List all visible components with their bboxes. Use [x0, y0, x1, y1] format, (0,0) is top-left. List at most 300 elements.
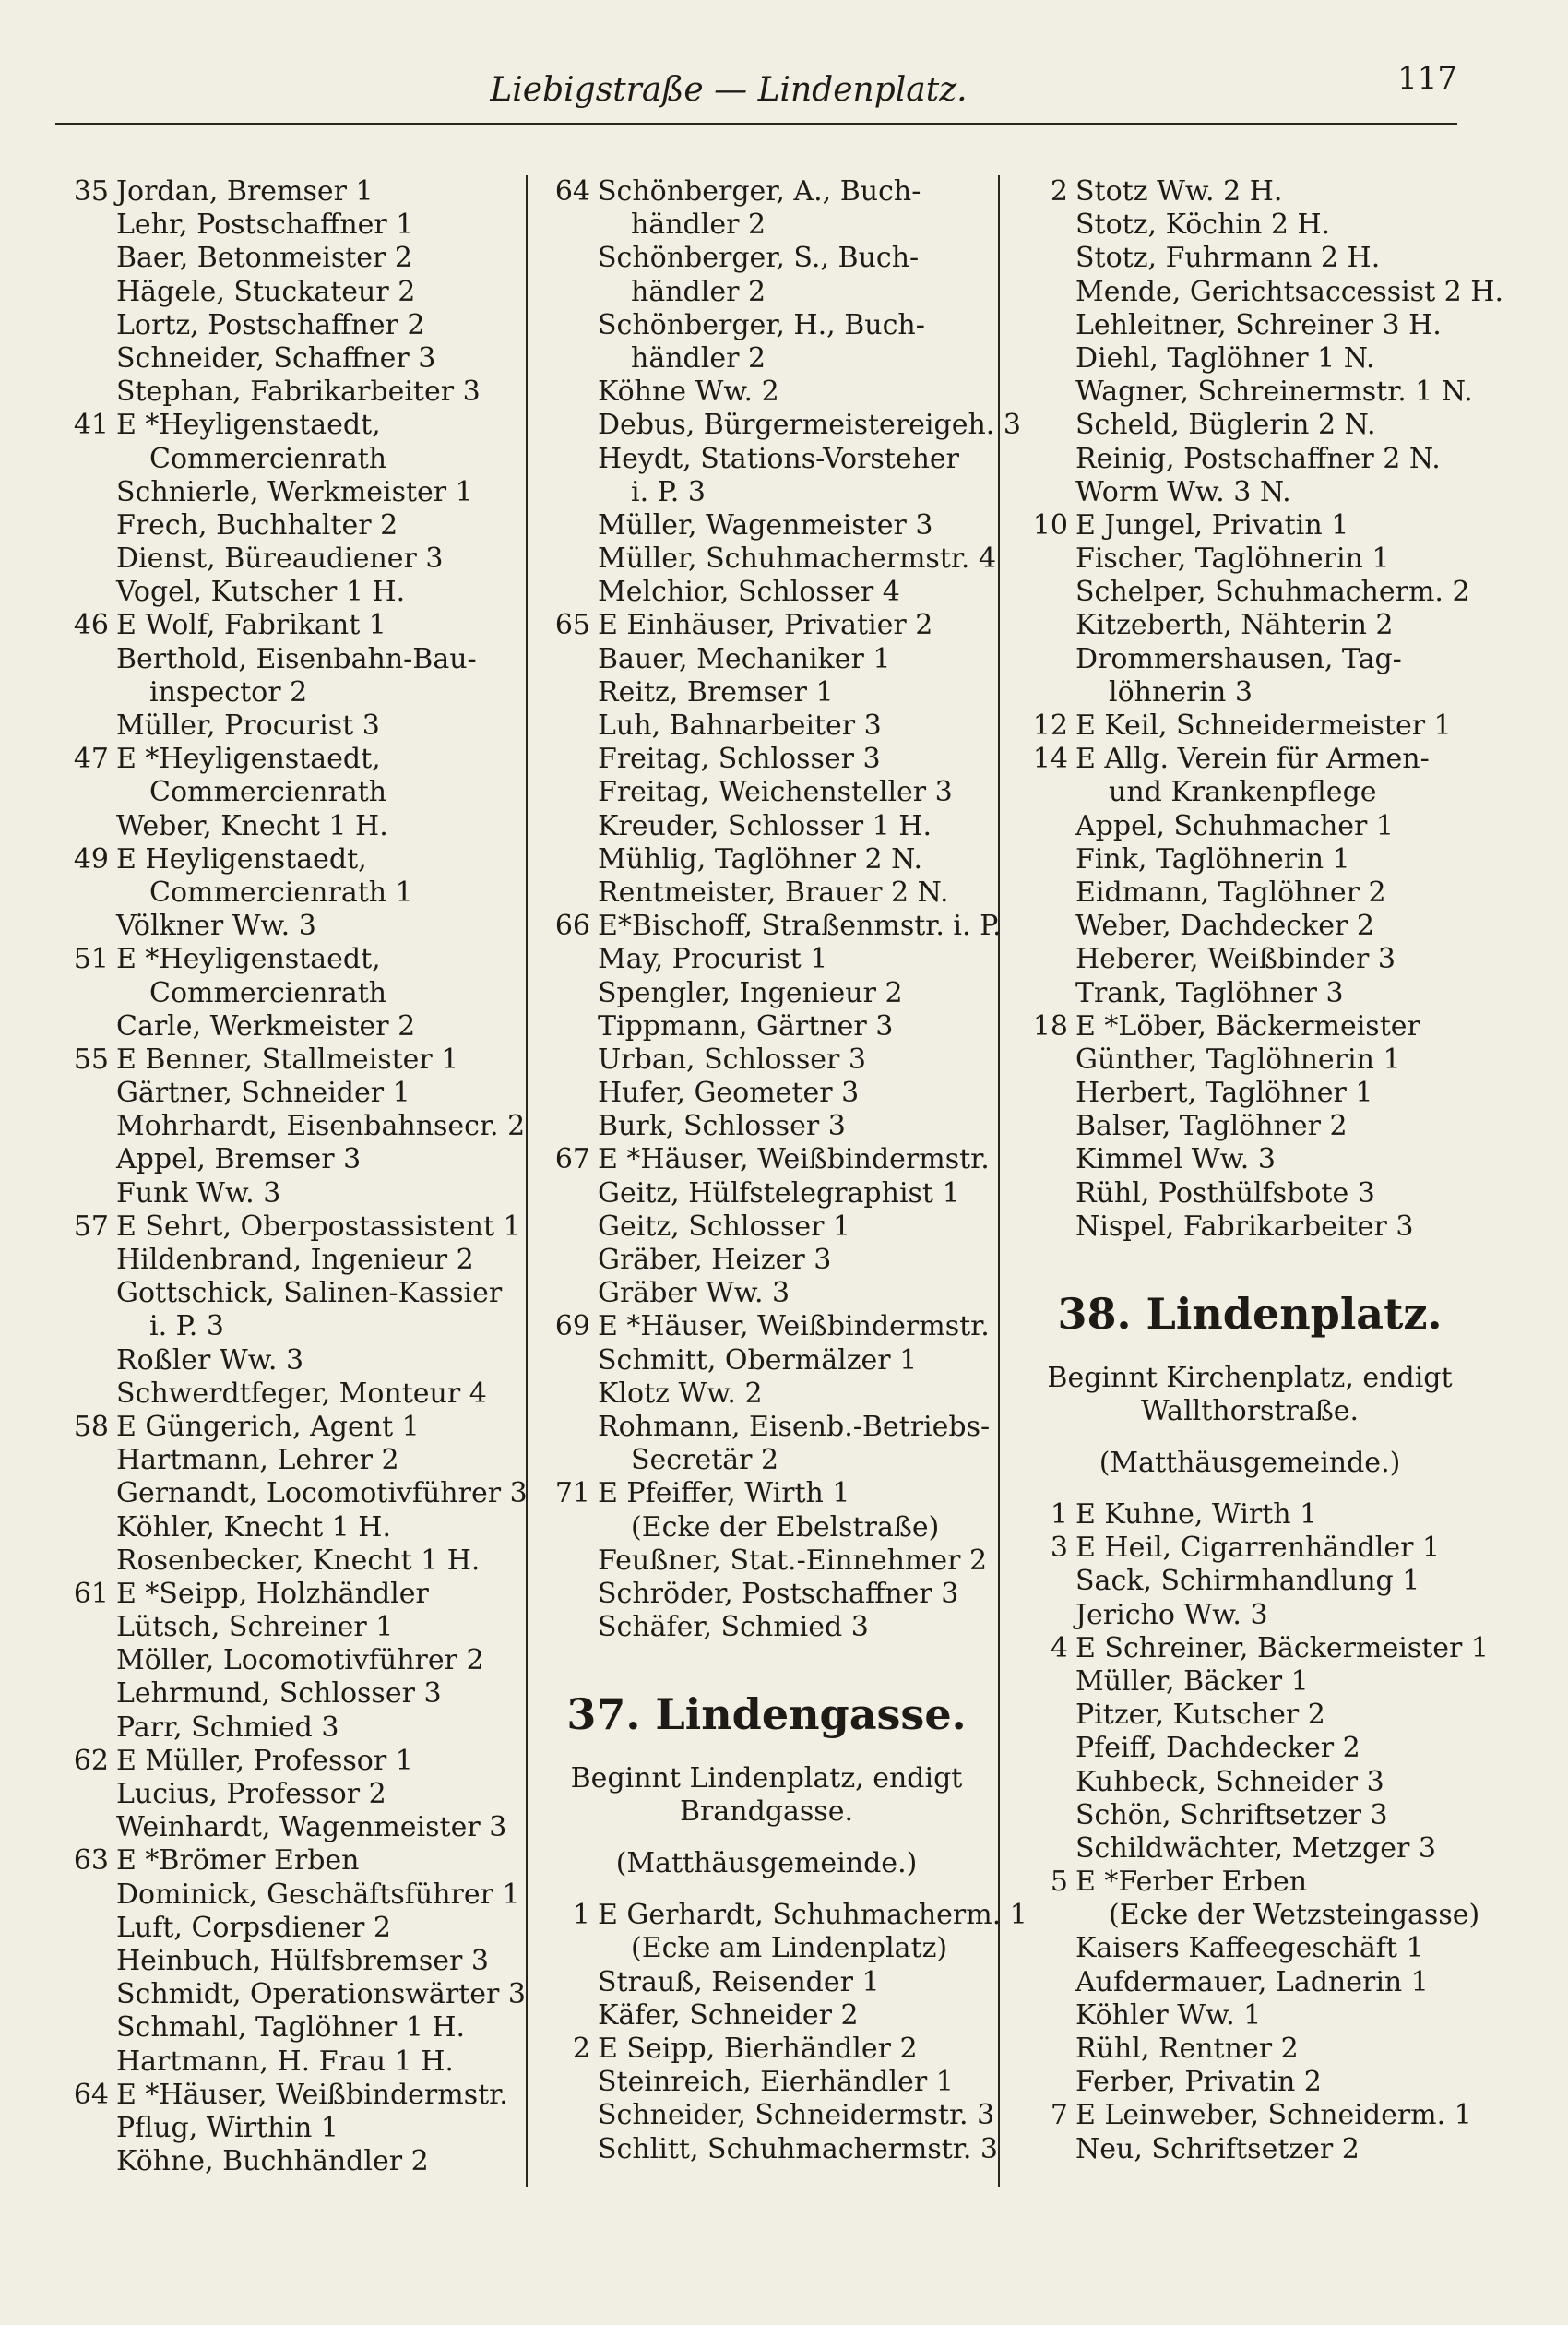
directory-entry: [537, 810, 996, 843]
entry-text: Weber, Dachdecker 2: [1075, 910, 1374, 943]
directory-entry: [55, 342, 521, 376]
entry-text: (Ecke der Wetzsteingasse): [1109, 1899, 1480, 1932]
directory-entry: [537, 1544, 996, 1578]
entry-text: E Heil, Cigarrenhändler 1: [1075, 1532, 1441, 1565]
entry-text: Stotz Ww. 2 H.: [1075, 175, 1283, 208]
house-number: 3: [1050, 1532, 1068, 1565]
entry-text: E *Heyligenstaedt,: [116, 409, 381, 442]
house-number: 1: [572, 1899, 590, 1932]
directory-entry: [55, 1177, 521, 1210]
entry-text: Diehl, Taglöhner 1 N.: [1075, 341, 1375, 375]
directory-entry: [537, 409, 1021, 442]
directory-entry: [537, 2033, 996, 2066]
entry-text: Lortz, Postschaffner 2: [116, 308, 425, 341]
house-number: 61: [73, 1577, 109, 1610]
entry-text: E Leinweber, Schneiderm. 1: [1075, 2099, 1472, 2132]
entry-text: Pflug, Wirthin 1: [116, 2111, 339, 2144]
directory-entry: [55, 1878, 521, 1912]
directory-entry: [1015, 1043, 1485, 1077]
entry-text: E Benner, Stallmeister 1: [116, 1043, 459, 1076]
entry-text: Weinhardt, Wagenmeister 3: [116, 1811, 507, 1844]
directory-entry: [55, 1377, 521, 1411]
directory-entry: [537, 1210, 996, 1244]
entry-text: Roßler Ww. 3: [116, 1343, 304, 1377]
section-subtitle: Beginnt Lindenplatz, endigt: [570, 1762, 963, 1795]
directory-entry: [537, 242, 996, 275]
column-divider: [998, 175, 1000, 2187]
entry-text: Freitag, Schlosser 3: [598, 743, 881, 776]
entry-text: Feußner, Stat.-Einnehmer 2: [598, 1544, 988, 1577]
house-number: 66: [554, 910, 590, 943]
entry-text: Secretär 2: [631, 1444, 779, 1477]
entry-text: Reitz, Bremser 1: [598, 675, 834, 709]
entry-text: Schneider, Schneidermstr. 3: [598, 2099, 995, 2132]
directory-entry: [55, 843, 521, 876]
entry-text: Klotz Ww. 2: [598, 1377, 763, 1410]
house-number: 67: [554, 1143, 590, 1176]
entry-text: Gräber Ww. 3: [598, 1277, 790, 1310]
entry-text: Rohmann, Eisenb.-Betriebs-: [598, 1410, 991, 1443]
section-subtitle: Brandgasse.: [680, 1795, 853, 1829]
entry-text: Schmidt, Operationswärter 3: [116, 1978, 526, 2011]
directory-entry: [55, 1511, 521, 1544]
column-divider: [526, 175, 528, 2187]
directory-entry: [537, 576, 996, 609]
house-number: 46: [73, 609, 109, 642]
directory-entry: [537, 1932, 996, 1965]
house-number: 2: [572, 2033, 590, 2065]
entry-text: E Müller, Professor 1: [116, 1744, 413, 1777]
directory-entry: [537, 376, 996, 409]
entry-text: Kreuder, Schlosser 1 H.: [598, 809, 932, 842]
directory-entry: [1015, 709, 1485, 743]
directory-entry: [55, 2112, 521, 2145]
directory-entry: [55, 175, 521, 209]
directory-entry: [537, 2099, 996, 2132]
directory-entry: [55, 1912, 521, 1945]
directory-entry: [1015, 1010, 1485, 1043]
directory-entry: [1015, 542, 1485, 576]
directory-entry: [537, 175, 996, 209]
entry-text: Pfeiff, Dachdecker 2: [1075, 1732, 1360, 1765]
directory-entry: [55, 1978, 526, 2011]
directory-entry: [1015, 1799, 1485, 1832]
directory-entry: [55, 1544, 521, 1578]
directory-entry: [537, 1411, 996, 1444]
entry-text: Fischer, Taglöhnerin 1: [1075, 542, 1390, 576]
entry-text: Schnierle, Werkmeister 1: [116, 475, 473, 508]
directory-entry: [1015, 2099, 1485, 2132]
entry-text: Schröder, Postschaffner 3: [598, 1577, 959, 1610]
entry-text: Scheld, Büglerin 2 N.: [1075, 409, 1376, 442]
directory-entry: [537, 2132, 999, 2166]
entry-text: E Allg. Verein für Armen-: [1075, 743, 1430, 776]
directory-entry: [1015, 1565, 1485, 1598]
section-heading-lindenplatz: 38. Lindenplatz.: [1057, 1289, 1443, 1339]
entry-text: Stephan, Fabrikarbeiter 3: [116, 376, 481, 409]
directory-entry: [537, 876, 996, 910]
directory-entry: [55, 1143, 521, 1176]
directory-entry: [55, 910, 521, 943]
entry-text: E Einhäuser, Privatier 2: [598, 609, 933, 642]
entry-text: Commercienrath 1: [149, 876, 413, 909]
directory-entry: [1015, 810, 1485, 843]
section-subtitle: Beginnt Kirchenplatz, endigt: [1047, 1362, 1453, 1394]
entry-text: Möller, Locomotivführer 2: [116, 1644, 484, 1677]
directory-entry: [55, 1010, 521, 1043]
entry-text: Hartmann, Lehrer 2: [116, 1444, 399, 1477]
directory-entry: [1015, 2066, 1485, 2099]
directory-entry: [55, 1745, 521, 1778]
directory-entry: [55, 576, 521, 609]
header-rule: [55, 123, 1457, 125]
directory-entry: [537, 209, 996, 242]
directory-entry: [55, 509, 521, 542]
entry-text: händler 2: [631, 209, 766, 242]
directory-entry: [537, 1966, 996, 1999]
directory-entry: [1015, 1210, 1485, 1244]
directory-entry: [55, 1945, 521, 1978]
entry-text: i. P. 3: [149, 1310, 224, 1343]
directory-entry: [55, 810, 521, 843]
entry-text: Luh, Bahnarbeiter 3: [598, 709, 882, 742]
entry-text: Jericho Ww. 3: [1075, 1598, 1268, 1631]
directory-entry: [1015, 843, 1485, 876]
directory-entry: [537, 1344, 996, 1377]
directory-entry: [537, 676, 996, 709]
directory-entry: [537, 1310, 996, 1343]
entry-text: Freitag, Weichensteller 3: [598, 776, 953, 809]
entry-text: Worm Ww. 3 N.: [1075, 475, 1291, 508]
entry-text: E *Löber, Bäckermeister: [1075, 1009, 1420, 1043]
column-1-entries: [55, 175, 528, 2178]
entry-text: händler 2: [631, 275, 766, 308]
entry-text: Mohrhardt, Eisenbahnsecr. 2: [116, 1110, 526, 1143]
directory-entry: [55, 1110, 526, 1143]
entry-text: Parr, Schmied 3: [116, 1711, 339, 1744]
entry-text: E *Seipp, Holzhändler: [116, 1577, 429, 1610]
directory-entry: [55, 943, 521, 976]
directory-entry: [1015, 409, 1485, 442]
entry-text: Schmitt, Obermälzer 1: [598, 1343, 918, 1377]
entry-text: Herbert, Taglöhner 1: [1075, 1077, 1373, 1110]
entry-text: E *Heyligenstaedt,: [116, 743, 381, 776]
section-parish: (Matthäusgemeinde.): [1099, 1447, 1401, 1479]
entry-text: Debus, Bürgermeistereigeh. 3: [598, 409, 1021, 442]
entry-text: Schwerdtfeger, Monteur 4: [116, 1377, 487, 1410]
directory-entry: [55, 776, 521, 809]
directory-entry: [55, 1644, 521, 1677]
house-number: 57: [73, 1210, 109, 1243]
entry-text: Kuhbeck, Schneider 3: [1075, 1765, 1384, 1798]
entry-text: Dominick, Geschäftsführer 1: [116, 1878, 520, 1911]
entry-text: Stotz, Köchin 2 H.: [1075, 209, 1331, 242]
directory-entry: [1015, 376, 1485, 409]
directory-entry: [1015, 1077, 1485, 1110]
directory-entry: [55, 1611, 521, 1644]
directory-entry: [537, 843, 996, 876]
directory-entry: [537, 1143, 996, 1176]
entry-text: Appel, Bremser 3: [116, 1143, 362, 1176]
entry-text: Trank, Taglöhner 3: [1075, 976, 1344, 1009]
directory-entry: [1015, 175, 1485, 209]
house-number: 47: [73, 743, 109, 776]
directory-entry: [537, 542, 996, 576]
directory-entry: [537, 977, 996, 1010]
house-number: 10: [1032, 508, 1068, 542]
directory-entry: [1015, 676, 1485, 709]
entry-text: Weber, Knecht 1 H.: [116, 809, 388, 842]
directory-entry: [1015, 1110, 1485, 1143]
directory-entry: [537, 1899, 1028, 1932]
directory-entry: [55, 743, 521, 776]
house-number: 5: [1050, 1866, 1068, 1899]
entry-text: Kaisers Kaffeegeschäft 1: [1075, 1932, 1424, 1965]
directory-entry: [1015, 1532, 1485, 1565]
directory-entry: [537, 1010, 996, 1043]
entry-text: Schönberger, H., Buch-: [598, 308, 925, 341]
directory-entry: [537, 643, 996, 676]
directory-entry: [55, 209, 521, 242]
directory-entry: [1015, 1999, 1485, 2033]
directory-entry: [1015, 576, 1485, 609]
directory-entry: [55, 709, 521, 743]
entry-text: Commercienrath: [149, 976, 387, 1009]
directory-entry: [537, 1043, 996, 1077]
directory-entry: [1015, 443, 1485, 476]
entry-text: Lehrmund, Schlosser 3: [116, 1677, 442, 1711]
entry-text: E Wolf, Fabrikant 1: [116, 609, 386, 642]
directory-entry: [537, 910, 1002, 943]
directory-entry: [1015, 1177, 1485, 1210]
lindengasse-entries: [537, 1899, 1028, 2166]
entry-text: E *Häuser, Weißbindermstr.: [598, 1310, 990, 1343]
directory-entry: [1015, 1966, 1485, 1999]
entry-text: Schön, Schriftsetzer 3: [1075, 1798, 1388, 1831]
entry-text: E *Häuser, Weißbindermstr.: [598, 1143, 990, 1176]
directory-entry: [55, 2079, 521, 2112]
entry-text: Heberer, Weißbinder 3: [1075, 943, 1396, 976]
directory-entry: [537, 709, 996, 743]
entry-text: Commercienrath: [149, 442, 387, 475]
house-number: 58: [73, 1410, 109, 1443]
directory-entry: [55, 2145, 521, 2178]
house-number: 7: [1050, 2099, 1068, 2132]
entry-text: Köhler, Knecht 1 H.: [116, 1510, 391, 1544]
directory-entry: [1015, 1899, 1485, 1932]
entry-text: Mühlig, Taglöhner 2 N.: [598, 842, 923, 876]
directory-entry: [55, 1844, 521, 1878]
house-number: 64: [73, 2078, 109, 2111]
entry-text: E Sehrt, Oberpostassistent 1: [116, 1210, 521, 1243]
entry-text: Pitzer, Kutscher 2: [1075, 1699, 1325, 1732]
house-number: 63: [73, 1844, 109, 1878]
entry-text: Stotz, Fuhrmann 2 H.: [1075, 242, 1381, 275]
entry-text: Schönberger, A., Buch-: [598, 175, 921, 208]
entry-text: E *Brömer Erben: [116, 1844, 360, 1878]
column-1: [55, 175, 528, 2178]
entry-text: Kimmel Ww. 3: [1075, 1143, 1276, 1176]
directory-entry: [537, 1999, 996, 2033]
directory-entry: [1015, 509, 1485, 542]
entry-text: E Heyligenstaedt,: [116, 842, 367, 876]
entry-text: Köhler Ww. 1: [1075, 1998, 1262, 2032]
entry-text: Schönberger, S., Buch-: [598, 242, 920, 275]
entry-text: Müller, Procurist 3: [116, 709, 380, 742]
directory-entry: [537, 1244, 996, 1277]
entry-text: E Güngerich, Agent 1: [116, 1410, 420, 1443]
entry-text: Schildwächter, Metzger 3: [1075, 1831, 1436, 1865]
entry-text: Rühl, Rentner 2: [1075, 2033, 1299, 2065]
directory-entry: [537, 1477, 996, 1510]
directory-entry: [1015, 876, 1485, 910]
entry-text: E Seipp, Bierhändler 2: [598, 2033, 918, 2065]
entry-text: Käfer, Schneider 2: [598, 1998, 859, 2032]
entry-text: E*Bischoff, Straßenmstr. i. P.: [598, 910, 1002, 943]
entry-text: Mende, Gerichtsaccessist 2 H.: [1075, 275, 1503, 308]
house-number: 14: [1032, 743, 1068, 776]
house-number: 49: [73, 842, 109, 876]
directory-entry: [1015, 1699, 1485, 1732]
entry-text: E Kuhne, Wirth 1: [1075, 1498, 1318, 1531]
directory-entry: [55, 276, 521, 309]
entry-text: Günther, Taglöhnerin 1: [1075, 1043, 1401, 1076]
entry-text: (Ecke der Ebelstraße): [631, 1510, 940, 1544]
directory-entry: [55, 1344, 521, 1377]
entry-text: Lütsch, Schreiner 1: [116, 1611, 394, 1644]
entry-text: Müller, Schuhmachermstr. 4: [598, 542, 997, 576]
column-3: [1015, 175, 1503, 2166]
directory-entry: [1015, 1498, 1485, 1532]
entry-text: Carle, Werkmeister 2: [116, 1009, 416, 1043]
directory-entry: [1015, 242, 1485, 275]
entry-text: Commercienrath: [149, 776, 387, 809]
entry-text: E Schreiner, Bäckermeister 1: [1075, 1631, 1489, 1664]
entry-text: Neu, Schriftsetzer 2: [1075, 2132, 1360, 2165]
directory-entry: [537, 1277, 996, 1310]
directory-entry: [55, 643, 521, 676]
entry-text: Steinreich, Eierhändler 1: [598, 2066, 954, 2099]
house-number: 69: [554, 1310, 590, 1343]
house-number: 12: [1032, 709, 1068, 742]
directory-entry: [55, 1310, 521, 1343]
entry-text: Hufer, Geometer 3: [598, 1077, 860, 1110]
house-number: 65: [554, 609, 590, 642]
house-number: 64: [554, 175, 590, 208]
directory-entry: [55, 1778, 521, 1811]
directory-entry: [55, 2011, 521, 2045]
entry-text: Geitz, Hülfstelegraphist 1: [598, 1176, 960, 1210]
entry-text: Schneider, Schaffner 3: [116, 341, 436, 375]
directory-entry: [55, 409, 521, 442]
directory-entry: [537, 509, 996, 542]
entry-text: inspector 2: [149, 675, 308, 709]
entry-text: Heinbuch, Hülfsbremser 3: [116, 1944, 489, 1977]
directory-entry: [1015, 1832, 1485, 1866]
entry-text: Geitz, Schlosser 1: [598, 1210, 851, 1243]
directory-entry: [55, 1811, 521, 1844]
entry-text: Lehleitner, Schreiner 3 H.: [1075, 308, 1442, 341]
directory-entry: [55, 2045, 521, 2079]
directory-entry: [537, 1077, 996, 1110]
directory-entry: [537, 1444, 996, 1477]
entry-text: Wagner, Schreinermstr. 1 N.: [1075, 376, 1473, 409]
entry-text: Schmahl, Taglöhner 1 H.: [116, 2011, 466, 2045]
directory-entry: [55, 1711, 521, 1745]
directory-entry: [1015, 342, 1485, 376]
house-number: 2: [1050, 175, 1068, 208]
directory-entry: [537, 1511, 996, 1544]
section-parish: (Matthäusgemeinde.): [615, 1847, 918, 1880]
entry-text: Lehr, Postschaffner 1: [116, 209, 414, 242]
directory-entry: [1015, 943, 1485, 976]
entry-text: Funk Ww. 3: [116, 1176, 281, 1210]
directory-entry: [55, 1077, 521, 1110]
page-number: 117: [1397, 60, 1457, 97]
entry-text: Fink, Taglöhnerin 1: [1075, 842, 1350, 876]
entry-text: E *Heyligenstaedt,: [116, 943, 381, 976]
entry-text: E *Häuser, Weißbindermstr.: [116, 2078, 508, 2111]
directory-entry: [55, 1444, 521, 1477]
directory-entry: [1015, 275, 1503, 309]
directory-entry: [55, 609, 521, 642]
section-subtitle: Wallthorstraße.: [1140, 1395, 1360, 1427]
directory-entry: [55, 542, 521, 576]
entry-text: Balser, Taglöhner 2: [1075, 1110, 1348, 1143]
directory-entry: [1015, 1143, 1485, 1176]
directory-entry: [55, 443, 521, 476]
entry-text: Ferber, Privatin 2: [1075, 2066, 1322, 2099]
directory-entry: [1015, 776, 1485, 809]
directory-entry: [537, 776, 996, 809]
entry-text: Luft, Corpsdiener 2: [116, 1911, 392, 1944]
entry-text: Gärtner, Schneider 1: [116, 1077, 410, 1110]
house-number: 18: [1032, 1009, 1068, 1043]
directory-entry: [537, 443, 996, 476]
directory-entry: [55, 676, 521, 709]
page-header: [55, 51, 1457, 125]
directory-entry: [1015, 1766, 1485, 1799]
directory-entry: [55, 1411, 521, 1444]
entry-text: Hildenbrand, Ingenieur 2: [116, 1244, 474, 1276]
house-number: 71: [554, 1477, 590, 1510]
house-number: 51: [73, 943, 109, 976]
directory-entry: [55, 977, 521, 1010]
column-2-entries: [537, 175, 1021, 1644]
directory-entry: [537, 1110, 996, 1143]
entry-text: Drommershausen, Tag-: [1075, 642, 1402, 675]
entry-text: Spengler, Ingenieur 2: [598, 976, 903, 1009]
house-number: 35: [73, 175, 109, 208]
directory-entry: [1015, 1631, 1489, 1665]
directory-entry: [55, 1277, 521, 1310]
entry-text: Völkner Ww. 3: [116, 910, 316, 943]
entry-text: Burk, Schlosser 3: [598, 1110, 846, 1143]
entry-text: Sack, Schirmhandlung 1: [1075, 1565, 1420, 1598]
entry-text: Berthold, Eisenbahn-Bau-: [116, 642, 477, 675]
entry-text: Reinig, Postschaffner 2 N.: [1075, 442, 1441, 475]
running-title: Liebigstraße — Lindenplatz.: [490, 71, 968, 109]
entry-text: Jordan, Bremser 1: [116, 175, 374, 208]
entry-text: Aufdermauer, Ladnerin 1: [1075, 1965, 1429, 1998]
column-3-entries: [1015, 175, 1503, 1244]
entry-text: löhnerin 3: [1109, 675, 1253, 709]
house-number: 4: [1050, 1631, 1068, 1664]
entry-text: Tippmann, Gärtner 3: [598, 1009, 894, 1043]
entry-text: (Ecke am Lindenplatz): [631, 1932, 948, 1965]
entry-text: Müller, Wagenmeister 3: [598, 508, 933, 542]
entry-text: Köhne, Buchhändler 2: [116, 2145, 429, 2178]
